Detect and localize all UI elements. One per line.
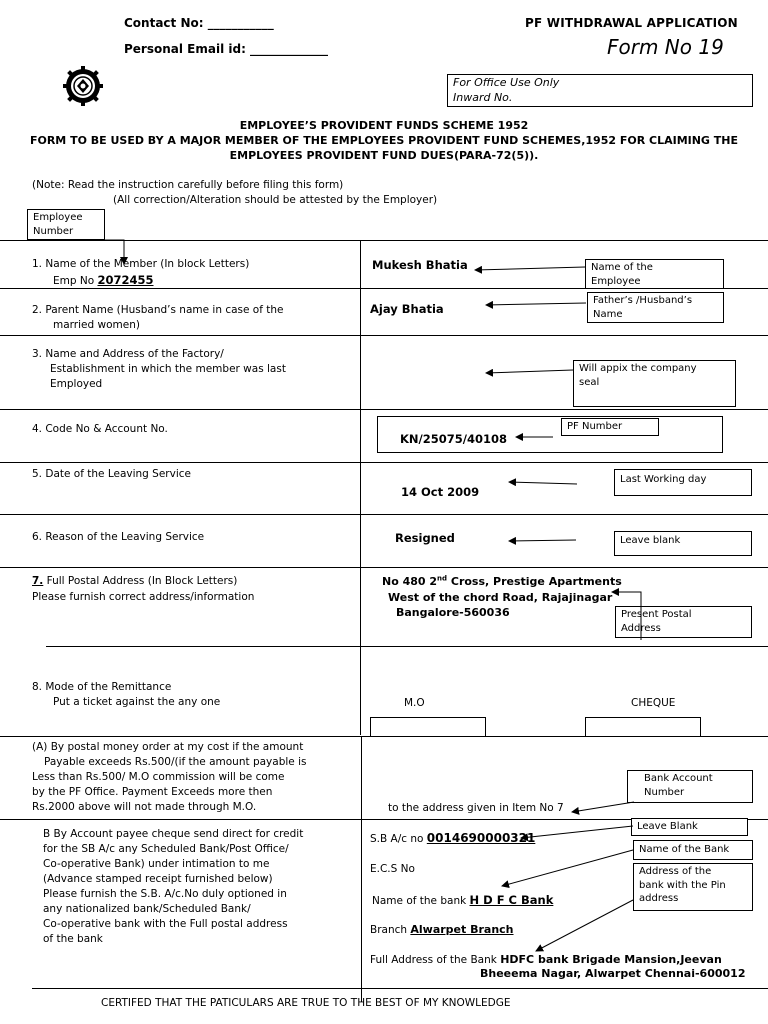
annotation-text: Address (621, 622, 661, 634)
annotation-pf-number: PF Number (561, 418, 659, 436)
address-item-7-text: to the address given in Item No 7 (388, 802, 564, 814)
annotation-text: Present Postal (621, 609, 692, 620)
annotation-text: Name (593, 308, 623, 320)
annotation-last-working-day: Last Working day (614, 469, 752, 496)
annotation-text: Employee (591, 275, 641, 287)
section-b-line: B By Account payee cheque send direct for credit (43, 828, 304, 840)
section-a-line: (A) By postal money order at my cost if the amount (32, 741, 304, 753)
inward-no-text: Inward No. (453, 90, 513, 104)
ecs-label: E.C.S No (370, 863, 415, 875)
row7-number: 7. (32, 575, 44, 587)
emp-no-value: 2072455 (97, 273, 154, 287)
note-line-1: (Note: Read the instruction carefully before filing this form) (32, 179, 344, 191)
section-a-line: Less than Rs.500/ M.O commission will be come (32, 771, 285, 783)
bank-name-value: H D F C Bank (469, 893, 554, 907)
section-b-line: any nationalized bank/Scheduled Bank/ (43, 903, 251, 915)
row8-label: 8. Mode of the Remittance (32, 681, 172, 693)
address-sup: nd (437, 574, 448, 583)
row3-label-cont: Establishment in which the member was last (50, 363, 286, 375)
annotation-text: Number (644, 786, 685, 798)
section-b-line: Co-operative bank with the Full postal address (43, 918, 288, 930)
office-use-text: For Office Use Only (453, 76, 560, 89)
section-a-line: by the PF Office. Payment Exceeds more then (32, 786, 273, 798)
bank-address-label: Full Address of the Bank (370, 954, 501, 966)
cheque-label: CHEQUE (631, 697, 676, 709)
form-purpose-title: FORM TO BE USED BY A MAJOR MEMBER OF THE EMPLOYEES PROVIDENT FUND SCHEMES,1952 FOR CLAIMING THE (29, 134, 739, 147)
annotation-text: seal (579, 376, 600, 388)
branch-value: Alwarpet Branch (410, 923, 514, 936)
bank-name-label: Name of the bank (372, 895, 470, 907)
annotation-leave-blank-2: Leave Blank (631, 818, 748, 836)
application-title: PF WITHDRAWAL APPLICATION (525, 16, 738, 30)
mo-label: M.O (404, 697, 425, 709)
row3-label: 3. Name and Address of the Factory/ (32, 348, 224, 360)
emp-no-prefix: Emp No (53, 275, 98, 287)
annotation-text: Bank Account (644, 773, 713, 784)
address-text: No 480 2 (382, 575, 438, 588)
row7-label-cont: Please furnish correct address/information (32, 591, 255, 603)
section-b-line: (Advance stamped receipt furnished below) (43, 873, 273, 885)
member-name-value: Mukesh Bhatia (372, 258, 468, 272)
certification-text: CERTIFED THAT THE PATICULARS ARE TRUE TO THE BEST OF MY KNOWLEDGE (101, 997, 511, 1009)
row3-label-cont2: Employed (50, 378, 103, 390)
section-a-line: Payable exceeds Rs.500/(if the amount payable is (44, 756, 307, 768)
annotation-text: Name of the (591, 262, 653, 273)
postal-address-line-3: Bangalore-560036 (396, 606, 510, 619)
reason-value: Resigned (395, 531, 455, 545)
scheme-title: EMPLOYEE’S PROVIDENT FUNDS SCHEME 1952 (239, 119, 529, 132)
form-purpose-title-2: EMPLOYEES PROVIDENT FUND DUES(PARA-72(5)). (229, 149, 539, 162)
leaving-date-value: 14 Oct 2009 (401, 485, 480, 499)
annotation-text: Will appix the company (579, 363, 697, 374)
annotation-text: address (639, 893, 679, 904)
row7-label-text: Full Postal Address (In Block Letters) (43, 575, 238, 587)
row8-label-cont: Put a ticket against the any one (53, 696, 221, 708)
note-line-2: (All correction/Alteration should be attested by the Employer) (113, 194, 438, 206)
row2-label-cont: married women) (53, 319, 140, 331)
sb-account-value: 0014690000321 (426, 831, 536, 845)
annotation-text: Employee (33, 212, 83, 223)
section-b-line: for the SB A/c any Scheduled Bank/Post Office/ (43, 843, 289, 855)
row6-label: 6. Reason of the Leaving Service (32, 531, 205, 543)
section-a-line: Rs.2000 above will not made through M.O. (32, 801, 257, 813)
annotation-text: bank with the Pin (639, 879, 726, 891)
section-b-line: Co-operative Bank) under intimation to me (43, 858, 270, 870)
contact-no-label: Contact No: ___________ (124, 16, 274, 30)
personal-email-label: Personal Email id: _____________ (124, 42, 329, 56)
postal-address-line-2: West of the chord Road, Rajajinagar (388, 591, 613, 604)
sb-account-label: S.B A/c no (370, 833, 427, 845)
bank-address-value-1: HDFC bank Brigade Mansion,Jeevan (500, 953, 722, 966)
section-b-line: of the bank (43, 933, 103, 945)
annotation-name-of-bank: Name of the Bank (633, 840, 753, 860)
row2-label: 2. Parent Name (Husband’s name in case of the (32, 304, 284, 316)
row5-label: 5. Date of the Leaving Service (32, 468, 191, 480)
section-b-line: Please furnish the S.B. A/c.No duly optioned in (43, 888, 287, 900)
annotation-text: Number (33, 225, 74, 237)
row4-label: 4. Code No & Account No. (32, 423, 168, 435)
annotation-leave-blank: Leave blank (614, 531, 752, 556)
bank-address-value-2: Bheeema Nagar, Alwarpet Chennai-600012 (480, 967, 746, 980)
address-text: Cross, Prestige Apartments (447, 575, 622, 588)
annotation-text: Address of the (639, 866, 712, 877)
form-number: Form No 19 (607, 35, 724, 59)
pf-number-value: KN/25075/40108 (400, 432, 507, 446)
parent-name-value: Ajay Bhatia (370, 302, 444, 316)
annotation-text: Father’s /Husband’s (593, 295, 693, 306)
row1-label: 1. Name of the Member (In block Letters) (32, 258, 250, 270)
branch-label: Branch (370, 924, 411, 936)
